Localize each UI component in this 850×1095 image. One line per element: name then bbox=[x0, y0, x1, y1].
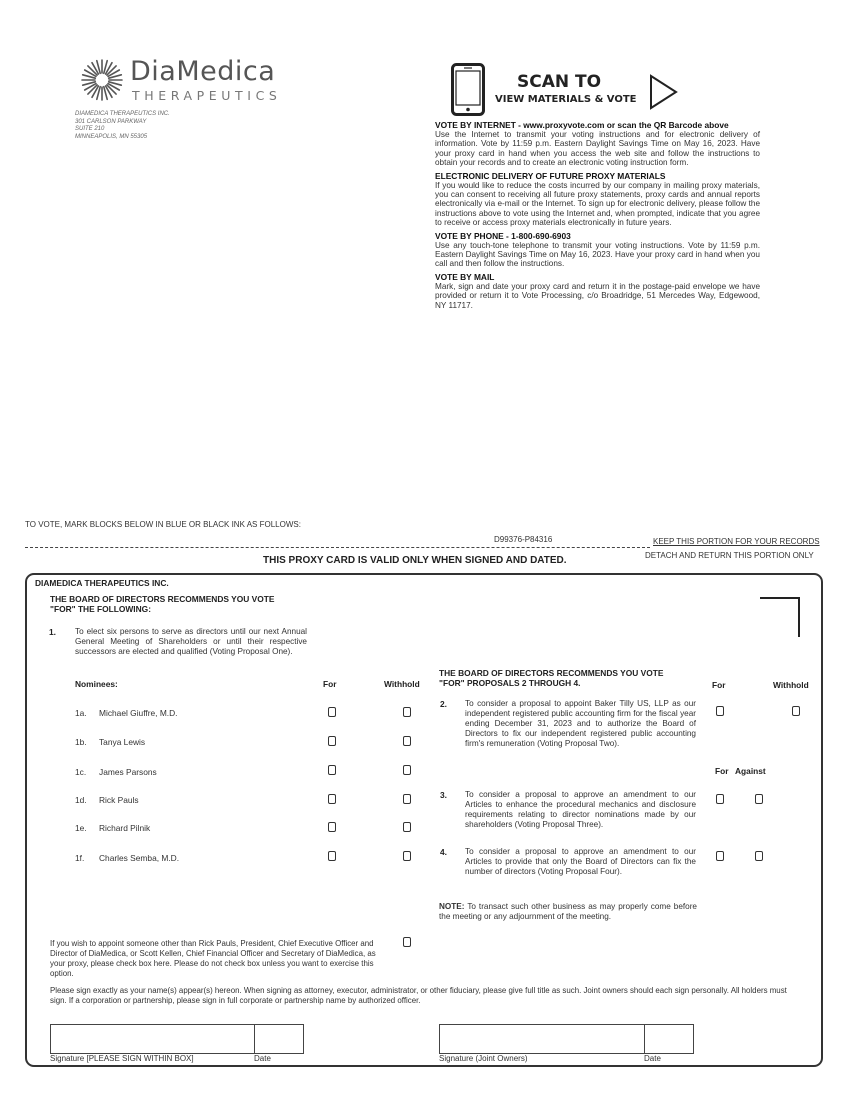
signing-instructions: Please sign exactly as your name(s) appear(s) hereon. When signing as attorney, executor, administrator, or other fiduciary, please give full title as such. Joint owners should each sign personally. All holders must sign. If a corporation or partnership, please sign in full corporate or partnership name by authorized officer. bbox=[50, 986, 787, 1005]
signature-box[interactable] bbox=[50, 1024, 255, 1054]
nominee-code: 1b. bbox=[75, 737, 87, 747]
nominee-row bbox=[75, 853, 415, 865]
sunburst-logo-icon bbox=[80, 58, 124, 102]
recommend-line: "FOR" PROPOSALS 2 THROUGH 4. bbox=[439, 678, 581, 688]
proposal-3-text: To consider a proposal to approve an amendment to our Articles to enhance the procedural mechanics and disclosure requirements relating to director nominations made by our shareholders (Voting Proposal Three). bbox=[465, 790, 696, 829]
recommend-line: THE BOARD OF DIRECTORS RECOMMENDS YOU VOTE bbox=[439, 668, 664, 678]
proposal-2-number: 2. bbox=[440, 699, 447, 709]
card-company: DIAMEDICA THERAPEUTICS INC. bbox=[35, 578, 169, 588]
withhold-checkbox[interactable] bbox=[403, 851, 411, 861]
recommend-line: THE BOARD OF DIRECTORS RECOMMENDS YOU VOTE bbox=[50, 594, 275, 604]
scan-title: SCAN TO bbox=[517, 72, 602, 92]
board-recommendation-2 bbox=[439, 668, 663, 688]
phone-icon bbox=[451, 63, 485, 116]
logo-subtitle: THERAPEUTICS bbox=[132, 88, 282, 103]
proposal-4-for-checkbox[interactable] bbox=[716, 851, 724, 861]
nominee-name: James Parsons bbox=[99, 767, 157, 777]
phone-text: Use any touch-tone telephone to transmit your voting instructions. Vote by 11:59 p.m. Eastern Daylight Savings Time on May 16, 2023. Have your proxy card in hand when you call and then follow the instructions. bbox=[435, 240, 760, 269]
valid-notice: THIS PROXY CARD IS VALID ONLY WHEN SIGNED AND DATED. bbox=[263, 555, 567, 566]
control-code: D99376-P84316 bbox=[494, 535, 553, 544]
play-arrow-icon bbox=[649, 74, 679, 110]
internet-heading: VOTE BY INTERNET - www.proxyvote.com or scan the QR Barcode above bbox=[435, 120, 729, 130]
proposal-1-text: To elect six persons to serve as directors until our next Annual General Meeting of Shareholders or until their respective successors are elected and qualified (Voting Proposal One). bbox=[75, 627, 307, 656]
proposal-3-for-checkbox[interactable] bbox=[716, 794, 724, 804]
proposal-4-text: To consider a proposal to approve an amendment to our Articles to provide that only the Board of Directors can fix the number of directors (Voting Proposal Four). bbox=[465, 847, 696, 876]
address-line: DIAMEDICA THERAPEUTICS INC. bbox=[75, 111, 170, 117]
for-column-label: For bbox=[712, 680, 726, 690]
nominee-code: 1d. bbox=[75, 795, 87, 805]
proposal-2-withhold-checkbox[interactable] bbox=[792, 706, 800, 716]
against-column-label: Against bbox=[735, 766, 766, 776]
withhold-checkbox[interactable] bbox=[403, 765, 411, 775]
electronic-text: If you would like to reduce the costs incurred by our company in mailing proxy materials, you can consent to receiving all future proxy statements, proxy cards and annual reports electronically via e-mail or the Internet. To sign up for electronic delivery, please follow the instructions above to vote using the Internet and, when prompted, indicate that you agree to receive or access proxy materials electronically in future years. bbox=[435, 180, 760, 228]
logo-name: DiaMedica bbox=[130, 56, 276, 87]
proposal-4-against-checkbox[interactable] bbox=[755, 851, 763, 861]
withhold-checkbox[interactable] bbox=[403, 707, 411, 717]
scan-subtitle: VIEW MATERIALS & VOTE bbox=[495, 94, 637, 105]
proposal-2-text: To consider a proposal to appoint Baker Tilly US, LLP as our independent registered public accounting firm for the fiscal year ending December 31, 2023 and to authorize the Board of Directors to fix our independent registered public accounting firm's remuneration (Voting Proposal Two). bbox=[465, 699, 696, 748]
nominee-name: Richard Pilnik bbox=[99, 823, 151, 833]
proposal-2-for-checkbox[interactable] bbox=[716, 706, 724, 716]
withhold-checkbox[interactable] bbox=[403, 794, 411, 804]
for-checkbox[interactable] bbox=[328, 765, 336, 775]
withhold-column-label: Withhold bbox=[384, 679, 420, 689]
proxy-card bbox=[25, 573, 823, 1067]
for-column-label: For bbox=[323, 679, 337, 689]
proposal-3-against-checkbox[interactable] bbox=[755, 794, 763, 804]
company-address bbox=[75, 111, 170, 141]
joint-date-label: Date bbox=[644, 1054, 661, 1063]
corner-mark bbox=[760, 597, 800, 637]
withhold-column-label: Withhold bbox=[773, 680, 809, 690]
nominee-row bbox=[75, 795, 415, 807]
proposal-1-number: 1. bbox=[49, 627, 56, 637]
company-logo bbox=[80, 58, 290, 106]
nominee-row bbox=[75, 767, 415, 779]
joint-signature-box[interactable] bbox=[439, 1024, 645, 1054]
joint-signature-label: Signature (Joint Owners) bbox=[439, 1054, 528, 1063]
nominee-name: Michael Giuffre, M.D. bbox=[99, 708, 178, 718]
mail-heading: VOTE BY MAIL bbox=[435, 271, 495, 282]
nominees-label: Nominees: bbox=[75, 679, 118, 689]
address-line: SUITE 210 bbox=[75, 126, 105, 133]
note-text: To transact such other business as may properly come before the meeting or any adjournment of the meeting. bbox=[439, 902, 697, 921]
mark-instruction: TO VOTE, MARK BLOCKS BELOW IN BLUE OR BLACK INK AS FOLLOWS: bbox=[25, 520, 301, 529]
nominee-name: Tanya Lewis bbox=[99, 737, 146, 747]
nominee-row bbox=[75, 737, 415, 749]
for-checkbox[interactable] bbox=[328, 794, 336, 804]
nominee-row bbox=[75, 708, 415, 720]
nominee-row bbox=[75, 823, 415, 835]
for-checkbox[interactable] bbox=[328, 707, 336, 717]
nominee-name: Rick Pauls bbox=[99, 795, 139, 805]
recommend-line: "FOR" THE FOLLOWING: bbox=[50, 604, 151, 614]
for-column-label: For bbox=[715, 766, 729, 776]
note-label: NOTE: bbox=[439, 902, 465, 911]
nominee-code: 1f. bbox=[75, 853, 85, 863]
internet-text: Use the Internet to transmit your voting instructions and for electronic delivery of information. Vote by 11:59 p.m. Eastern Daylight Savings Time on May 16, 2023. Have your proxy card in hand when you access the web site and follow the instructions to obtain your records and to create an electronic voting instruction form. bbox=[435, 130, 760, 168]
electronic-heading: ELECTRONIC DELIVERY OF FUTURE PROXY MATERIALS bbox=[435, 170, 666, 181]
phone-heading: VOTE BY PHONE - 1-800-690-6903 bbox=[435, 230, 571, 241]
for-checkbox[interactable] bbox=[328, 822, 336, 832]
nominee-code: 1c. bbox=[75, 767, 87, 777]
for-checkbox[interactable] bbox=[328, 851, 336, 861]
signature-label: Signature [PLEASE SIGN WITHIN BOX] bbox=[50, 1054, 194, 1063]
voting-instructions bbox=[435, 120, 760, 310]
detach-label: DETACH AND RETURN THIS PORTION ONLY bbox=[645, 551, 814, 560]
nominee-code: 1a. bbox=[75, 708, 87, 718]
proposal-4-number: 4. bbox=[440, 847, 447, 857]
date-box[interactable] bbox=[254, 1024, 304, 1054]
proxy-appointment-checkbox[interactable] bbox=[403, 937, 411, 947]
joint-date-box[interactable] bbox=[644, 1024, 694, 1054]
board-recommendation-1 bbox=[50, 594, 274, 614]
nominee-code: 1e. bbox=[75, 823, 87, 833]
proposal-3-number: 3. bbox=[440, 790, 447, 800]
proxy-appointment-text: If you wish to appoint someone other than Rick Pauls, President, Chief Executive Officer and Director of DiaMedica, or Scott Kellen, Chief Financial Officer and Secretary of DiaMedica, as your proxy, please check box here. Please do not check box unless you want to exercise this option. bbox=[50, 939, 376, 978]
keep-portion-label: KEEP THIS PORTION FOR YOUR RECORDS bbox=[653, 537, 820, 546]
withhold-checkbox[interactable] bbox=[403, 822, 411, 832]
address-line: 301 CARLSON PARKWAY bbox=[75, 118, 147, 125]
nominee-name: Charles Semba, M.D. bbox=[99, 853, 180, 863]
address-line: MINNEAPOLIS, MN 55305 bbox=[75, 133, 148, 140]
mail-text: Mark, sign and date your proxy card and return it in the postage-paid envelope we have provided or return it to Vote Processing, c/o Broadridge, 51 Mercedes Way, Edgewood, NY 11717. bbox=[435, 281, 760, 310]
date-label: Date bbox=[254, 1054, 271, 1063]
for-checkbox[interactable] bbox=[328, 736, 336, 746]
note bbox=[439, 902, 697, 922]
perforation-line bbox=[25, 547, 650, 548]
withhold-checkbox[interactable] bbox=[403, 736, 411, 746]
